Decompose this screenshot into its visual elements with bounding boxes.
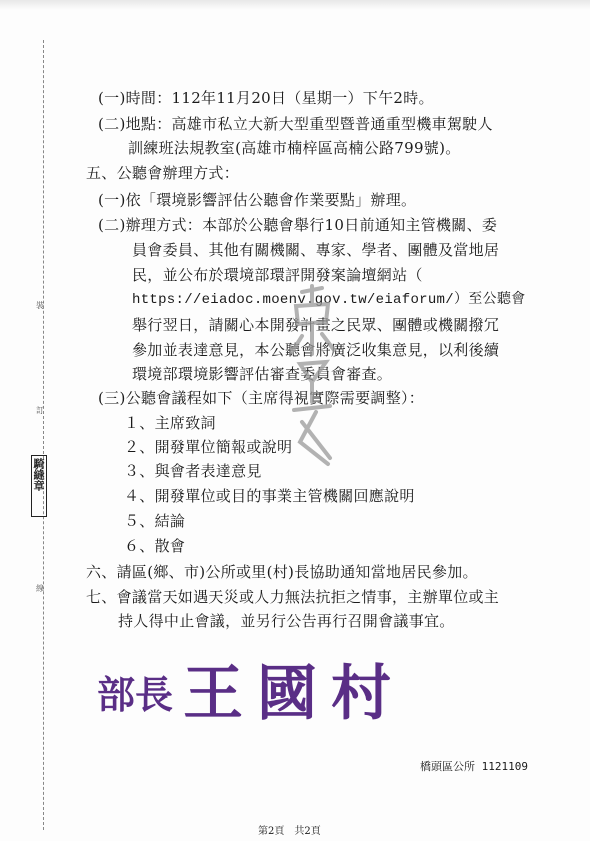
location-line: (二)地點：高雄市私立大新大型重型暨普通重型機車駕駛人 [98,115,493,133]
seal-stamp-image [282,282,342,472]
agenda-item: ４、開發單位或目的事業主管機關回應說明 [124,487,415,505]
agenda-item: ５、結論 [124,512,186,530]
method-item-2-cont: 舉行翌日，請關心本開發計畫之民眾、團體或機關撥冗 [132,316,500,334]
method-item-2: (二)辦理方式：本部於公聽會舉行10日前通知主管機關、委 [98,216,498,234]
section-6-line: 六、請區(鄉、市)公所或里(村)長協助通知當地居民參加。 [86,563,478,581]
scan-edge [0,0,590,10]
binding-line [43,40,45,830]
binding-mark-top: 裝 [36,301,44,310]
time-line: (一)時間：112年11月20日（星期一）下午2時。 [98,89,434,107]
seam-stamp-text: 騎縫章 [32,458,45,491]
section-7-line: 七、會議當天如遇天災或人力無法抗拒之情事，主辦單位或主 [86,588,500,606]
minister-signature [95,650,405,728]
binding-mark-bottom: 線 [36,584,44,593]
section-heading-5: 五、公聽會辦理方式： [86,164,240,182]
forum-url-line: https://eiadoc.moenv.gov.tw/eiaforum/）至公聽會 [132,292,526,308]
receiver-stamp: 橋頭區公所 1121109 [420,760,528,773]
agenda-item: ６、散會 [124,537,186,555]
method-item-2-cont: 員會委員、其他有關機關、專家、學者、團體及當地居 [132,241,500,259]
signature-title: 部長 [97,672,174,717]
agenda-heading: (三)公聽會議程如下（主席得視實際需要調整）： [98,389,425,407]
signature-name: 王國村 [183,659,405,728]
agenda-item: １、主席致詞 [124,414,216,432]
page-number: 第2頁 共2頁 [258,826,321,837]
method-item-2-cont: 參加並表達意見，本公聽會將廣泛收集意見，以利後續 [132,341,500,359]
method-item-2-cont: 民，並公布於環境部環評開發案論壇網站（ [132,266,423,284]
agenda-item: ２、開發單位簡報或說明 [124,438,293,456]
location-line-cont: 訓練班法規教室(高雄市楠梓區高楠公路799號)。 [128,139,461,157]
method-item-1: (一)依「環境影響評估公聽會作業要點」辦理。 [98,191,417,209]
binding-mark-mid: 訂 [36,406,44,415]
agenda-item: ３、與會者表達意見 [124,462,262,480]
method-item-2-cont: 環境部環境影響評估審查委員會審查。 [132,365,393,383]
section-7-line-cont: 持人得中止會議，並另行公告再行召開會議事宜。 [118,612,455,630]
